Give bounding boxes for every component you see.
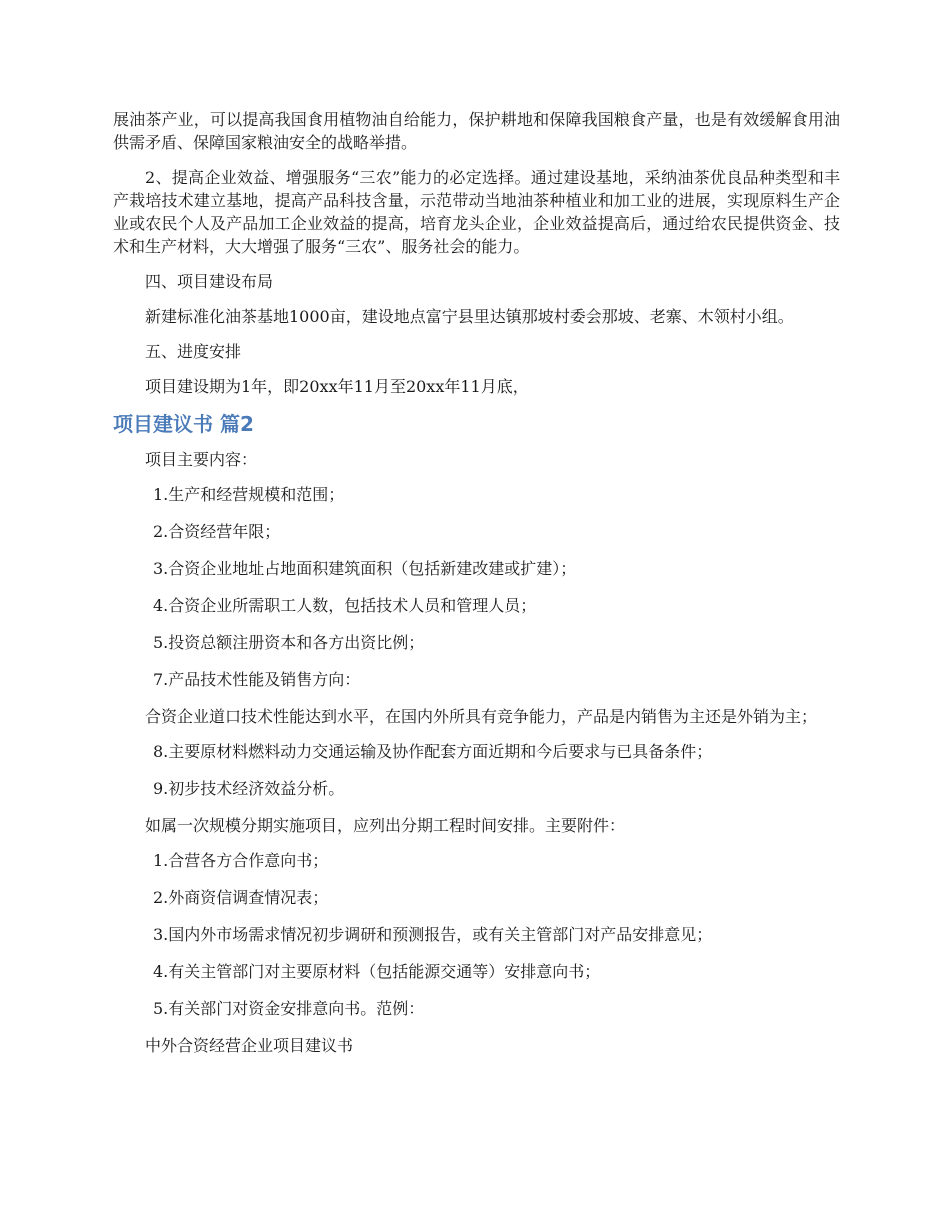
section-title-schedule: 五、进度安排 bbox=[145, 342, 242, 361]
paragraph-point-2: 2、提高企业效益、增强服务“三农”能力的必定选择。通过建设基地，采纳油茶优良品种类型和丰产栽培技术建立基地，提高产品科技含量，示范带动当地油茶种植业和加工业的进展，实现原料生产企业或农民个人及产品加工企业效益的提高，培育龙头企业，企业效益提高后，通过给农民提供资金、技术和生产材料，大大增强了服务“三农”、服务社会的能力。 bbox=[113, 168, 840, 256]
section-title-layout: 四、项目建设布局 bbox=[145, 272, 274, 291]
list-item: 1.合营各方合作意向书； bbox=[153, 851, 329, 870]
list-item: 9.初步技术经济效益分析。 bbox=[153, 779, 345, 798]
document-page bbox=[113, 108, 840, 1069]
list-item: 2.合资经营年限； bbox=[153, 522, 281, 541]
list-item: 2.外商资信调查情况表； bbox=[153, 888, 329, 907]
paragraph-schedule: 项目建设期为1年，即20xx年11月至20xx年11月底， bbox=[145, 377, 529, 396]
list-item: 4.有关主管部门对主要原材料（包括能源交通等）安排意向书； bbox=[153, 962, 601, 981]
section-heading: 项目建议书 篇2 bbox=[113, 412, 254, 436]
list-item: 5.投资总额注册资本和各方出资比例； bbox=[153, 633, 425, 652]
list-item: 7.产品技术性能及销售方向： bbox=[153, 670, 361, 689]
list-item: 5.有关部门对资金安排意向书。范例： bbox=[153, 999, 425, 1018]
list-item: 4.合资企业所需职工人数，包括技术人员和管理人员； bbox=[153, 596, 537, 615]
list-item: 1.生产和经营规模和范围； bbox=[153, 485, 345, 504]
paragraph-attachments: 如属一次规模分期实施项目，应列出分期工程时间安排。主要附件： bbox=[145, 816, 626, 835]
paragraph-closing: 中外合资经营企业项目建议书 bbox=[145, 1036, 354, 1055]
paragraph-intro: 项目主要内容： bbox=[145, 450, 258, 469]
list-item: 8.主要原材料燃料动力交通运输及协作配套方面近期和今后要求与已具备条件； bbox=[153, 742, 713, 761]
paragraph-continuation: 展油茶产业，可以提高我国食用植物油自给能力，保护耕地和保障我国粮食产量，也是有效缓解食用油供需矛盾、保障国家粮油安全的战略举措。 bbox=[113, 110, 840, 152]
list-item: 3.国内外市场需求情况初步调研和预测报告，或有关主管部门对产品安排意见； bbox=[153, 925, 713, 944]
paragraph-sales: 合资企业道口技术性能达到水平，在国内外所具有竞争能力，产品是内销售为主还是外销为主； bbox=[145, 707, 818, 726]
paragraph-layout: 新建标准化油茶基地1000亩，建设地点富宁县里达镇那坡村委会那坡、老寨、木领村小组。 bbox=[145, 307, 794, 326]
list-item: 3.合资企业地址占地面积建筑面积（包括新建改建或扩建）； bbox=[153, 559, 577, 578]
